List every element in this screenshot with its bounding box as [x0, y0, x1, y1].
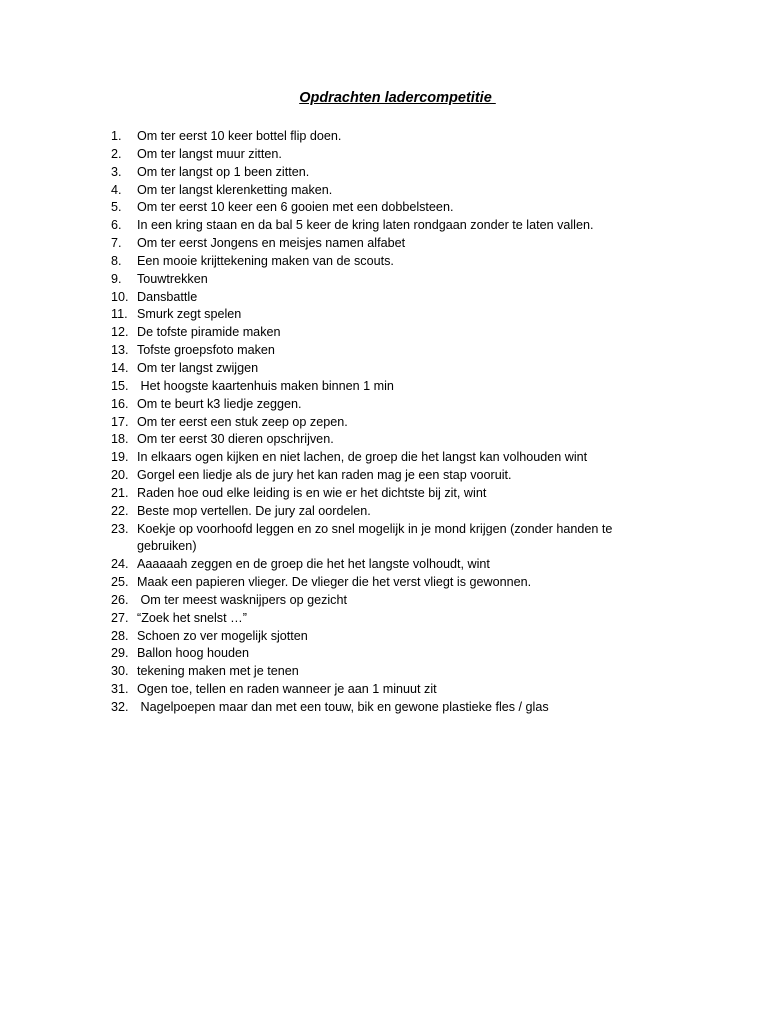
list-item-text: Om ter langst klerenketting maken. — [137, 182, 333, 197]
list-item-text: Om te beurt k3 liedje zeggen. — [137, 396, 302, 411]
list-item-number: 2. — [111, 146, 122, 161]
list-item-text: Om ter eerst 30 dieren opschrijven. — [137, 432, 334, 447]
list-item-text: Om ter langst zwijgen — [137, 360, 259, 375]
list-item — [111, 289, 671, 307]
list-item — [111, 645, 671, 663]
list-item — [111, 306, 671, 324]
list-item-number: 4. — [111, 182, 122, 197]
list-item-text: Tofste groepsfoto maken — [137, 343, 275, 358]
list-item-text: Raden hoe oud elke leiding is en wie er het dichtste bij zit, wint — [137, 485, 487, 500]
list-item-number: 8. — [111, 253, 122, 268]
list-item-number: 28. — [111, 628, 129, 643]
list-item-number: 7. — [111, 236, 122, 251]
list-item-text: Koekje op voorhoofd leggen en zo snel mogelijk in je mond krijgen (zonder handen te gebruiken) — [137, 521, 616, 554]
list-item-number: 14. — [111, 360, 129, 375]
list-item — [111, 253, 671, 271]
list-item-number: 26. — [111, 592, 129, 607]
list-item — [111, 360, 671, 378]
list-item-number: 24. — [111, 557, 129, 572]
list-item-number: 25. — [111, 575, 129, 590]
list-item-text: Het hoogste kaartenhuis maken binnen 1 min — [137, 378, 394, 393]
list-item-text: Beste mop vertellen. De jury zal oordelen. — [137, 503, 371, 518]
list-item-number: 3. — [111, 164, 122, 179]
list-item-number: 29. — [111, 646, 129, 661]
list-item-text: Om ter meest wasknijpers op gezicht — [137, 592, 347, 607]
list-item — [111, 628, 671, 646]
list-item-number: 30. — [111, 664, 129, 679]
list-item — [111, 503, 671, 521]
list-item — [111, 521, 671, 557]
list-item-number: 11. — [111, 307, 128, 322]
list-item-number: 9. — [111, 271, 122, 286]
list-item-text: Ballon hoog houden — [137, 646, 250, 661]
list-item-number: 17. — [111, 414, 129, 429]
list-item-text: Om ter langst muur zitten. — [137, 146, 282, 161]
list-item-text: Om ter eerst 10 keer bottel flip doen. — [137, 129, 342, 143]
list-item-text: In elkaars ogen kijken en niet lachen, de groep die het langst kan volhouden wint — [137, 450, 588, 465]
list-item-text: Aaaaaah zeggen en de groep die het het langste volhoudt, wint — [137, 557, 490, 572]
list-item — [111, 610, 671, 628]
list-item-text: Gorgel een liedje als de jury het kan raden mag je een stap vooruit. — [137, 468, 512, 483]
list-item-number: 6. — [111, 218, 122, 233]
list-item-text: Touwtrekken — [137, 271, 208, 286]
list-item — [111, 431, 671, 449]
list-item-text: In een kring staan en da bal 5 keer de kring laten rondgaan zonder te laten vallen. — [137, 218, 594, 233]
list-item-number: 19. — [111, 450, 129, 465]
list-item — [111, 485, 671, 503]
list-item-text: Een mooie krijttekening maken van de scouts. — [137, 253, 394, 268]
list-item-number: 5. — [111, 200, 122, 215]
list-item-number: 12. — [111, 325, 129, 340]
list-item-text: Nagelpoepen maar dan met een touw, bik en gewone plastieke fles / glas — [137, 700, 549, 714]
task-list — [111, 128, 671, 717]
list-item — [111, 128, 671, 146]
list-item-number: 22. — [111, 503, 129, 518]
list-item-text: Schoen zo ver mogelijk sjotten — [137, 628, 308, 643]
list-item — [111, 663, 671, 681]
list-item-text: “Zoek het snelst …” — [137, 610, 247, 625]
list-item-text: Ogen toe, tellen en raden wanneer je aan 1 minuut zit — [137, 682, 437, 697]
list-item-text: tekening maken met je tenen — [137, 664, 299, 679]
list-item-number: 23. — [111, 521, 129, 536]
list-item-number: 18. — [111, 432, 129, 447]
page-title: Opdrachten ladercompetitie — [299, 90, 496, 106]
list-item — [111, 396, 671, 414]
list-item — [111, 699, 671, 717]
list-item — [111, 271, 671, 289]
list-item — [111, 324, 671, 342]
list-item — [111, 574, 671, 592]
list-item-text: Om ter eerst een stuk zeep op zepen. — [137, 414, 348, 429]
list-item — [111, 467, 671, 485]
list-item — [111, 681, 671, 699]
list-item-number: 20. — [111, 468, 129, 483]
list-item — [111, 182, 671, 200]
list-item — [111, 199, 671, 217]
list-item-text: Smurk zegt spelen — [137, 307, 242, 322]
list-item — [111, 449, 671, 467]
list-item-text: De tofste piramide maken — [137, 325, 281, 340]
list-item — [111, 217, 671, 235]
list-item — [111, 235, 671, 253]
list-item — [111, 556, 671, 574]
list-item-text: Om ter langst op 1 been zitten. — [137, 164, 310, 179]
list-item-text: Om ter eerst 10 keer een 6 gooien met een dobbelsteen. — [137, 200, 454, 215]
list-item — [111, 146, 671, 164]
list-item-number: 31. — [111, 682, 129, 697]
list-item-text: Om ter eerst Jongens en meisjes namen alfabet — [137, 236, 406, 251]
list-item-text: Dansbattle — [137, 289, 198, 304]
list-item-number: 1. — [111, 129, 122, 143]
list-item-number: 10. — [111, 289, 129, 304]
list-item-number: 21. — [111, 485, 129, 500]
list-item-number: 15. — [111, 378, 129, 393]
list-item-number: 16. — [111, 396, 129, 411]
list-item-number: 32. — [111, 700, 129, 714]
list-item — [111, 164, 671, 182]
list-item — [111, 378, 671, 396]
list-item — [111, 342, 671, 360]
list-item — [111, 592, 671, 610]
list-item-number: 13. — [111, 343, 129, 358]
list-item — [111, 414, 671, 432]
list-item-text: Maak een papieren vlieger. De vlieger die het verst vliegt is gewonnen. — [137, 575, 532, 590]
list-item-number: 27. — [111, 610, 129, 625]
